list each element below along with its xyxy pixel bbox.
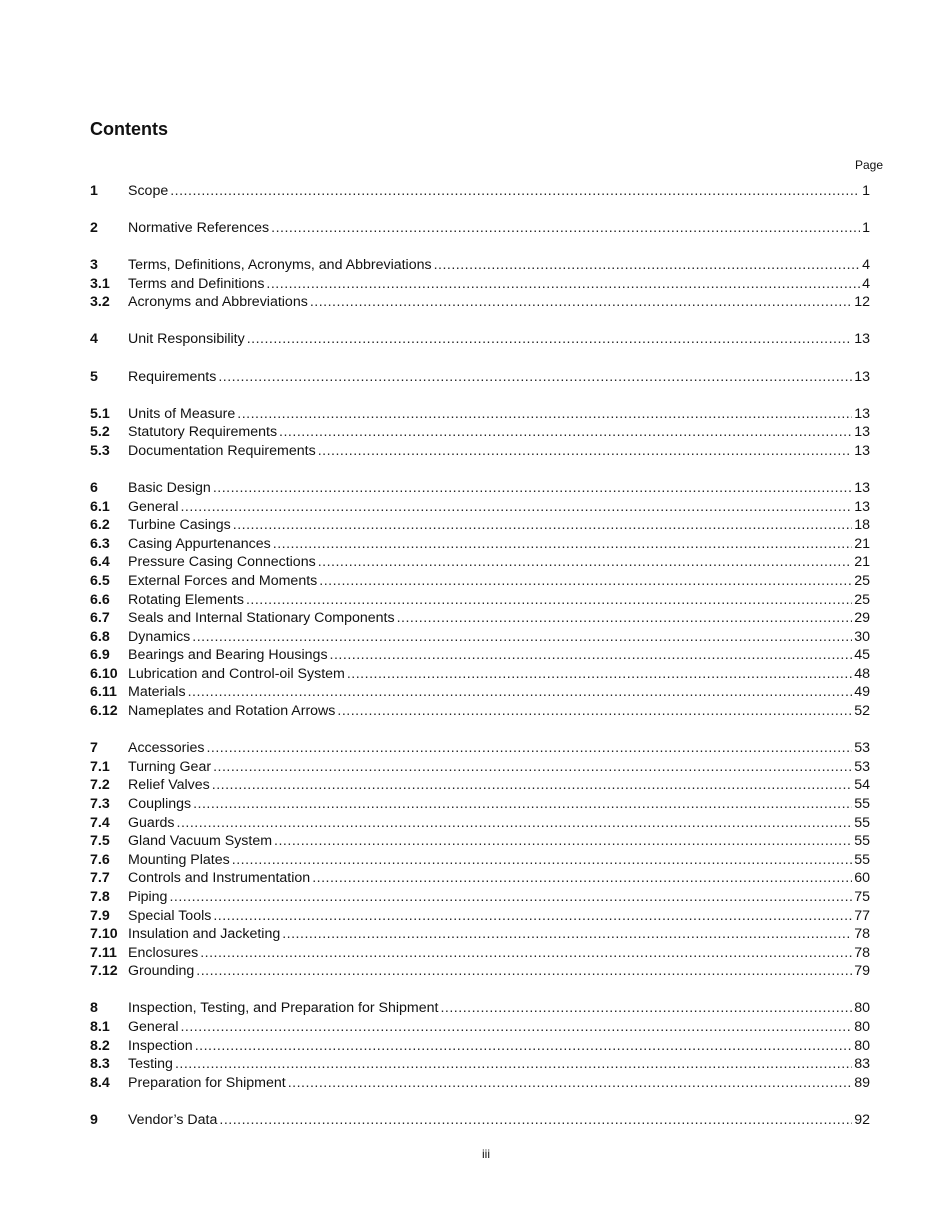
toc-group [90, 405, 870, 461]
toc-dot-leader [330, 646, 853, 665]
toc-dot-leader [213, 479, 852, 498]
toc-entry-number: 7.10 [90, 926, 118, 943]
toc-dot-leader [195, 1037, 853, 1056]
toc-entry-page: 83 [854, 1056, 870, 1073]
toc-group [90, 330, 870, 349]
toc-entry[interactable] [90, 1074, 870, 1093]
toc-entry-title: Special Tools [128, 907, 212, 924]
toc-dot-leader [212, 776, 852, 795]
toc-entry[interactable] [90, 442, 870, 461]
toc-entry[interactable] [90, 219, 870, 238]
toc-entry-page: 1 [862, 220, 870, 237]
toc-entry-title: Piping [128, 888, 168, 905]
toc-entry[interactable] [90, 776, 870, 795]
toc-entry-page: 13 [854, 479, 870, 496]
toc-entry-title: Scope [128, 183, 169, 199]
toc-dot-leader [397, 609, 853, 628]
toc-entry-title: Accessories [128, 740, 205, 757]
toc-entry-number: 6.8 [90, 628, 110, 645]
toc-entry[interactable] [90, 869, 870, 888]
toc-entry[interactable] [90, 498, 870, 517]
toc-dot-leader [273, 535, 852, 554]
toc-entry-number: 7 [90, 740, 98, 757]
toc-entry-number: 8.4 [90, 1074, 110, 1091]
toc-dot-leader [274, 832, 852, 851]
toc-entry-page: 4 [862, 257, 870, 274]
toc-entry[interactable] [90, 479, 870, 498]
toc-entry-number: 8.3 [90, 1056, 110, 1073]
toc-entry[interactable] [90, 907, 870, 926]
toc-entry[interactable] [90, 368, 870, 387]
toc-dot-leader [310, 293, 852, 312]
toc-entry-number: 3 [90, 257, 98, 274]
toc-entry-number: 6.7 [90, 610, 110, 627]
toc-entry-number: 2 [90, 220, 98, 237]
toc-entry-title: Statutory Requirements [128, 424, 278, 441]
toc-group [90, 739, 870, 981]
toc-dot-leader [247, 330, 853, 349]
toc-dot-leader [177, 814, 853, 833]
toc-entry-title: Controls and Instrumentation [128, 870, 311, 887]
toc-entry-page: 12 [854, 294, 870, 311]
toc-entry-page: 21 [854, 554, 870, 571]
toc-entry-number: 6.6 [90, 591, 110, 608]
toc-dot-leader [312, 869, 852, 888]
toc-entry-title: Guards [128, 814, 175, 831]
toc-entry-number: 5.2 [90, 424, 110, 441]
toc-entry[interactable] [90, 553, 870, 572]
toc-dot-leader [196, 962, 852, 981]
toc-entry-number: 3.1 [90, 275, 110, 292]
toc-entry-title: Relief Valves [128, 777, 210, 794]
toc-entry-page: 75 [854, 888, 870, 905]
toc-dot-leader [318, 553, 853, 572]
toc-entry[interactable] [90, 795, 870, 814]
toc-entry[interactable] [90, 256, 870, 275]
toc-entry-title: Insulation and Jacketing [128, 926, 281, 943]
toc-entry-title: Turbine Casings [128, 517, 231, 534]
toc-entry-title: Terms, Definitions, Acronyms, and Abbreviations [128, 257, 432, 274]
toc-dot-leader [192, 628, 852, 647]
toc-entry-title: Gland Vacuum System [128, 833, 273, 850]
toc-entry-number: 7.4 [90, 814, 110, 831]
toc-entry[interactable] [90, 814, 870, 833]
toc-entry-title: Testing [128, 1056, 173, 1073]
toc-dot-leader [213, 907, 852, 926]
toc-entry[interactable] [90, 182, 870, 201]
toc-entry-number: 7.12 [90, 963, 118, 980]
toc-dot-leader [279, 423, 852, 442]
toc-dot-leader [206, 739, 852, 758]
toc-entry[interactable] [90, 405, 870, 424]
toc-entry-number: 7.1 [90, 758, 110, 775]
page-column-label: Page [854, 158, 883, 172]
toc-entry-page: 77 [854, 907, 870, 924]
toc-entry-title: Turning Gear [128, 758, 212, 775]
toc-entry[interactable] [90, 851, 870, 870]
table-of-contents [90, 182, 870, 1148]
toc-entry-number: 6.5 [90, 572, 110, 589]
toc-entry[interactable] [90, 739, 870, 758]
toc-entry-number: 7.6 [90, 851, 110, 868]
toc-entry-page: 55 [854, 851, 870, 868]
toc-entry-page: 13 [854, 368, 870, 385]
toc-dot-leader [440, 999, 852, 1018]
toc-entry-title: Enclosures [128, 944, 199, 961]
toc-entry-title: Mounting Plates [128, 851, 230, 868]
toc-entry[interactable] [90, 999, 870, 1018]
toc-entry-number: 7.2 [90, 777, 110, 794]
toc-entry-title: Acronyms and Abbreviations [128, 294, 308, 311]
toc-dot-leader [282, 925, 852, 944]
toc-entry-number: 5 [90, 368, 98, 385]
toc-dot-leader [237, 405, 852, 424]
toc-dot-leader [180, 1018, 852, 1037]
toc-entry-page: 80 [854, 1018, 870, 1035]
toc-entry-number: 9 [90, 1111, 98, 1128]
toc-entry-number: 7.11 [90, 944, 117, 961]
toc-entry-title: Seals and Internal Stationary Components [128, 610, 395, 627]
toc-entry[interactable] [90, 962, 870, 981]
toc-entry[interactable] [90, 925, 870, 944]
toc-entry-title: Inspection, Testing, and Preparation for Shipment [128, 1000, 439, 1017]
toc-entry-title: General [128, 1018, 179, 1035]
toc-dot-leader [213, 758, 852, 777]
toc-entry-title: Casing Appurtenances [128, 535, 271, 552]
toc-dot-leader [246, 591, 852, 610]
toc-entry-title: Basic Design [128, 479, 211, 496]
toc-entry-page: 13 [854, 498, 870, 515]
toc-entry-number: 8.1 [90, 1018, 110, 1035]
toc-entry-title: Pressure Casing Connections [128, 554, 316, 571]
toc-entry[interactable] [90, 516, 870, 535]
toc-dot-leader [170, 182, 860, 201]
toc-entry[interactable] [90, 646, 870, 665]
toc-entry[interactable] [90, 293, 870, 312]
toc-entry-title: Terms and Definitions [128, 275, 265, 292]
toc-group [90, 1111, 870, 1130]
toc-entry-title: Vendor’s Data [128, 1111, 218, 1128]
toc-entry-number: 3.2 [90, 294, 110, 311]
toc-entry-page: 45 [854, 647, 870, 664]
toc-entry[interactable] [90, 1037, 870, 1056]
toc-entry[interactable] [90, 683, 870, 702]
toc-entry-title: Lubrication and Control-oil System [128, 665, 345, 682]
toc-dot-leader [266, 275, 860, 294]
toc-entry[interactable] [90, 758, 870, 777]
toc-group [90, 256, 870, 312]
toc-entry-page: 1 [862, 183, 870, 199]
toc-entry-page: 92 [854, 1111, 870, 1128]
toc-dot-leader [169, 888, 852, 907]
toc-entry-page: 53 [854, 740, 870, 757]
toc-entry-number: 1 [90, 183, 98, 199]
toc-dot-leader [319, 572, 852, 591]
toc-entry-number: 4 [90, 331, 98, 348]
toc-entry-page: 52 [854, 703, 870, 720]
toc-dot-leader [219, 1111, 852, 1130]
toc-dot-leader [218, 368, 852, 387]
toc-entry-page: 13 [854, 424, 870, 441]
toc-dot-leader [318, 442, 853, 461]
toc-entry-title: Normative References [128, 220, 270, 237]
toc-entry[interactable] [90, 832, 870, 851]
toc-entry-page: 13 [854, 442, 870, 459]
toc-entry-title: Units of Measure [128, 405, 236, 422]
toc-entry-title: Materials [128, 684, 186, 701]
toc-entry-number: 6.4 [90, 554, 110, 571]
toc-entry-page: 78 [854, 926, 870, 943]
toc-entry-number: 7.5 [90, 833, 110, 850]
toc-group [90, 999, 870, 1092]
toc-entry-number: 7.9 [90, 907, 110, 924]
toc-group [90, 368, 870, 387]
toc-entry-number: 6.11 [90, 684, 117, 701]
toc-entry[interactable] [90, 1018, 870, 1037]
toc-entry-number: 6.9 [90, 647, 110, 664]
toc-group [90, 219, 870, 238]
toc-entry-number: 8.2 [90, 1037, 110, 1054]
toc-entry-number: 8 [90, 1000, 98, 1017]
toc-entry-page: 21 [854, 535, 870, 552]
toc-entry-page: 4 [862, 275, 870, 292]
page-title: Contents [90, 119, 168, 139]
toc-entry-title: Unit Responsibility [128, 331, 245, 348]
toc-dot-leader [434, 256, 861, 275]
toc-entry[interactable] [90, 330, 870, 349]
toc-entry-number: 7.8 [90, 888, 110, 905]
toc-entry-page: 30 [854, 628, 870, 645]
toc-entry[interactable] [90, 609, 870, 628]
footer-page-number: iii [482, 1147, 490, 1161]
toc-entry-page: 55 [854, 795, 870, 812]
toc-entry[interactable] [90, 628, 870, 647]
toc-entry-page: 53 [854, 758, 870, 775]
toc-entry[interactable] [90, 591, 870, 610]
toc-dot-leader [175, 1055, 852, 1074]
toc-entry-page: 18 [854, 517, 870, 534]
toc-entry-number: 7.7 [90, 870, 110, 887]
toc-group [90, 182, 870, 201]
toc-dot-leader [337, 702, 852, 721]
toc-entry-number: 5.1 [90, 405, 110, 422]
toc-entry-page: 13 [854, 405, 870, 422]
toc-entry-page: 80 [854, 1000, 870, 1017]
toc-dot-leader [180, 498, 852, 517]
toc-entry-page: 79 [854, 963, 870, 980]
toc-entry[interactable] [90, 423, 870, 442]
toc-entry-number: 5.3 [90, 442, 110, 459]
toc-entry[interactable] [90, 702, 870, 721]
toc-dot-leader [233, 516, 852, 535]
toc-entry-title: Dynamics [128, 628, 191, 645]
toc-entry[interactable] [90, 572, 870, 591]
toc-entry-page: 89 [854, 1074, 870, 1091]
toc-entry[interactable] [90, 888, 870, 907]
toc-entry-title: Bearings and Bearing Housings [128, 647, 328, 664]
toc-entry-number: 6.12 [90, 703, 118, 720]
toc-entry-title: Documentation Requirements [128, 442, 316, 459]
toc-entry-number: 6 [90, 479, 98, 496]
toc-entry-title: Inspection [128, 1037, 193, 1054]
toc-entry-page: 29 [854, 610, 870, 627]
toc-entry-page: 78 [854, 944, 870, 961]
toc-entry[interactable] [90, 275, 870, 294]
toc-entry-page: 25 [854, 591, 870, 608]
toc-entry[interactable] [90, 665, 870, 684]
toc-entry[interactable] [90, 1055, 870, 1074]
toc-entry-page: 60 [854, 870, 870, 887]
toc-entry-title: Grounding [128, 963, 195, 980]
toc-entry[interactable] [90, 535, 870, 554]
toc-entry-title: Preparation for Shipment [128, 1074, 286, 1091]
toc-entry-title: External Forces and Moments [128, 572, 318, 589]
toc-entry-title: Rotating Elements [128, 591, 244, 608]
toc-entry[interactable] [90, 944, 870, 963]
toc-dot-leader [188, 683, 853, 702]
toc-dot-leader [193, 795, 852, 814]
toc-entry-number: 6.1 [90, 498, 110, 515]
toc-dot-leader [271, 219, 860, 238]
toc-entry-page: 48 [854, 665, 870, 682]
toc-entry-page: 13 [854, 331, 870, 348]
toc-entry-page: 49 [854, 684, 870, 701]
toc-entry[interactable] [90, 1111, 870, 1130]
toc-dot-leader [232, 851, 852, 870]
toc-dot-leader [347, 665, 852, 684]
toc-entry-number: 6.3 [90, 535, 110, 552]
toc-entry-number: 6.2 [90, 517, 110, 534]
toc-entry-title: Couplings [128, 795, 192, 812]
toc-entry-page: 55 [854, 814, 870, 831]
toc-entry-title: General [128, 498, 179, 515]
toc-entry-page: 54 [854, 777, 870, 794]
toc-dot-leader [288, 1074, 852, 1093]
toc-entry-number: 7.3 [90, 795, 110, 812]
toc-entry-title: Requirements [128, 368, 217, 385]
toc-entry-page: 80 [854, 1037, 870, 1054]
toc-entry-number: 6.10 [90, 665, 118, 682]
toc-group [90, 479, 870, 721]
toc-entry-page: 25 [854, 572, 870, 589]
toc-dot-leader [200, 944, 852, 963]
toc-entry-title: Nameplates and Rotation Arrows [128, 703, 336, 720]
toc-entry-page: 55 [854, 833, 870, 850]
